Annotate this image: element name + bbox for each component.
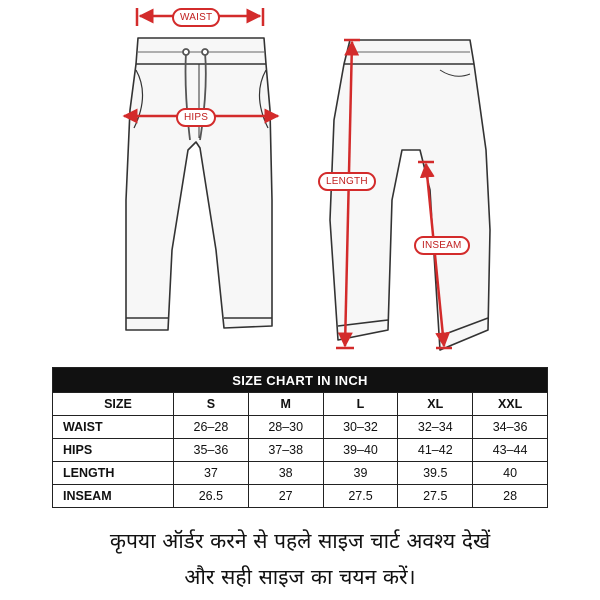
table-cell: 41–42: [398, 439, 473, 462]
row-label: HIPS: [53, 439, 174, 462]
table-cell: 30–32: [323, 416, 398, 439]
row-label: LENGTH: [53, 462, 174, 485]
front-pants: [126, 38, 272, 330]
waist-label: WAIST: [172, 8, 220, 27]
table-cell: 27.5: [398, 485, 473, 508]
table-cell: 39.5: [398, 462, 473, 485]
size-chart-table: [52, 367, 548, 508]
table-cell: 27: [248, 485, 323, 508]
inseam-label: INSEAM: [414, 236, 470, 255]
header-xxl: XXL: [473, 393, 548, 416]
hips-label: HIPS: [176, 108, 216, 127]
table-cell: 40: [473, 462, 548, 485]
table-cell: 39: [323, 462, 398, 485]
table-cell: 32–34: [398, 416, 473, 439]
size-chart-title: SIZE CHART IN INCH: [53, 368, 548, 393]
table-row-hips: [53, 439, 548, 462]
size-note-line-2: और सही साइज का चयन करें।: [184, 565, 416, 589]
side-pants: [330, 40, 490, 350]
length-label: LENGTH: [318, 172, 376, 191]
size-header-row: [53, 393, 548, 416]
table-cell: 38: [248, 462, 323, 485]
row-label: INSEAM: [53, 485, 174, 508]
header-size: SIZE: [53, 393, 174, 416]
table-cell: 34–36: [473, 416, 548, 439]
table-cell: 39–40: [323, 439, 398, 462]
header-xl: XL: [398, 393, 473, 416]
table-cell: 26–28: [174, 416, 249, 439]
size-note-line-1: कृपया ऑर्डर करने से पहले साइज चार्ट अवश्य देखें: [109, 529, 491, 553]
header-s: S: [174, 393, 249, 416]
table-row-length: [53, 462, 548, 485]
table-cell: 28: [473, 485, 548, 508]
table-cell: 37–38: [248, 439, 323, 462]
header-l: L: [323, 393, 398, 416]
header-m: M: [248, 393, 323, 416]
table-cell: 26.5: [174, 485, 249, 508]
row-label: WAIST: [53, 416, 174, 439]
table-cell: 27.5: [323, 485, 398, 508]
table-cell: 35–36: [174, 439, 249, 462]
table-row-waist: [53, 416, 548, 439]
table-row-inseam: [53, 485, 548, 508]
table-cell: 28–30: [248, 416, 323, 439]
table-cell: 43–44: [473, 439, 548, 462]
table-cell: 37: [174, 462, 249, 485]
